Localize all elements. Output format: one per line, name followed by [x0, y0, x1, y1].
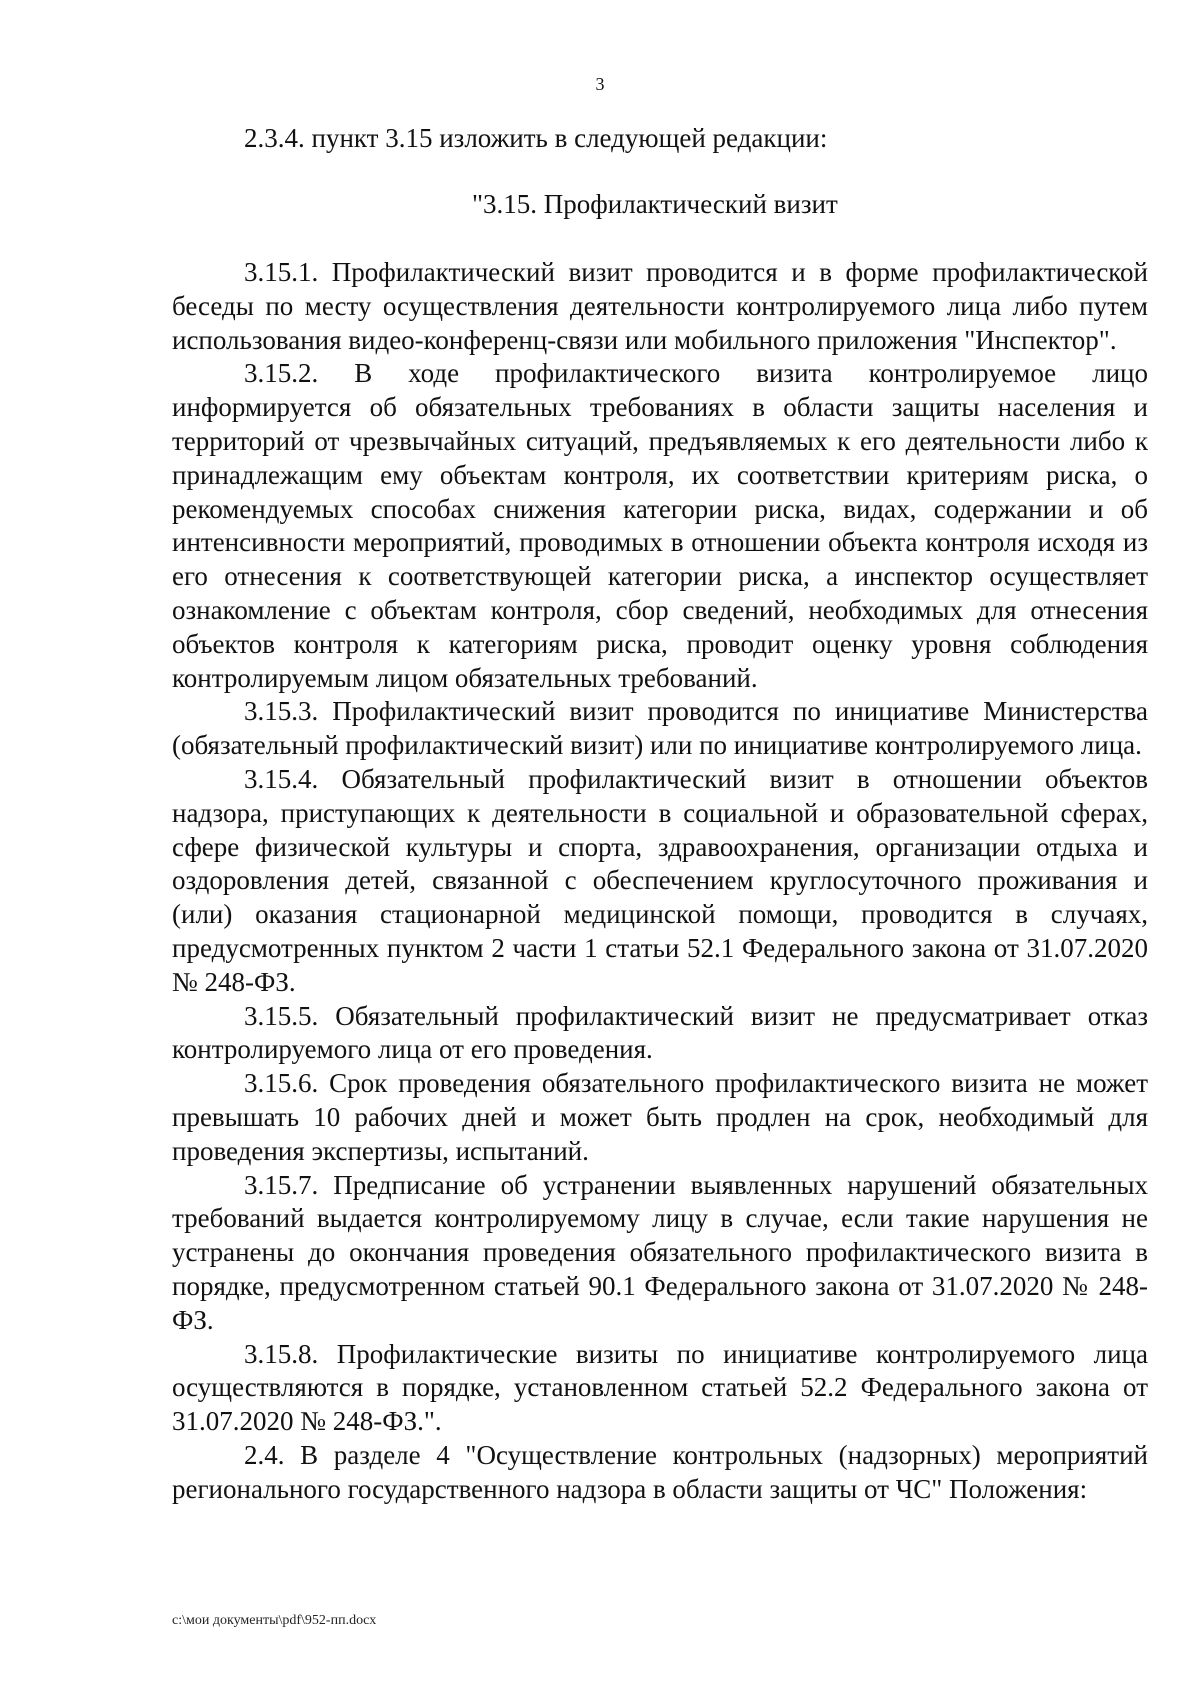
- paragraph-3-15-1: 3.15.1. Профилактический визит проводится и в форме профилактической беседы по месту осуществления деятельности контролируемого лица либо путем использования видео-конференц-связи или мобильного приложения "Инспектор".: [172, 257, 1148, 355]
- paragraph-3-15-8: 3.15.8. Профилактические визиты по инициативе контролируемого лица осуществляются в порядке, установленном статьей 52.2 Федерального закона от 31.07.2020 № 248-ФЗ.".: [172, 1338, 1148, 1437]
- paragraph-3-15-3: 3.15.3. Профилактический визит проводится по инициативе Министерства (обязательный профилактический визит) или по инициативе контролируемого лица.: [172, 696, 1148, 761]
- paragraph-3-15-7: 3.15.7. Предписание об устранении выявленных нарушений обязательных требований выдается контролируемому лицу в случае, если такие нарушения не устранены до окончания проведения обязательного профилактического визита в порядке, предусмотренном статьей 90.1 Федерального закона от 31.07.2020 № 248-ФЗ.: [172, 1169, 1148, 1335]
- paragraph-3-15-4: 3.15.4. Обязательный профилактический визит в отношении объектов надзора, приступающих к деятельности в социальной и образовательной сферах, сфере физической культуры и спорта, здравоохранения, организации отдыха и оздоровления детей, связанной с обеспечением круглосуточного проживания и (или) оказания стационарной медицинской помощи, проводится в случаях, предусмотренных пунктом 2 части 1 статьи 52.1 Федерального закона от 31.07.2020 № 248-ФЗ.: [172, 763, 1148, 997]
- intro-line-block: [172, 122, 1148, 156]
- body-text: [172, 256, 1148, 1506]
- footer-file-path: c:\мои документы\pdf\952-пп.docx: [172, 1613, 377, 1628]
- paragraph-3-15-5: 3.15.5. Обязательный профилактический визит не предусматривает отказ контролируемого лица от его проведения.: [172, 1000, 1148, 1065]
- section-heading: "3.15. Профилактический визит: [472, 189, 838, 219]
- paragraph-3-15-6: 3.15.6. Срок проведения обязательного профилактического визита не может превышать 10 рабочих дней и может быть продлен на срок, необходимый для проведения экспертизы, испытаний.: [172, 1068, 1148, 1166]
- page-number: 3: [595, 74, 605, 94]
- paragraph-2-4: 2.4. В разделе 4 "Осуществление контрольных (надзорных) мероприятий регионального государственного надзора в области защиты от ЧС" Положения:: [172, 1439, 1148, 1504]
- intro-line: 2.3.4. пункт 3.15 изложить в следующей редакции:: [244, 123, 828, 153]
- paragraph-3-15-2: 3.15.2. В ходе профилактического визита контролируемое лицо информируется об обязательных требованиях в области защиты населения и территорий от чрезвычайных ситуаций, предъявляемых к его деятельности либо к принадлежащим ему объектам контроля, их соответствии критериям риска, о рекомендуемых способах снижения категории риска, видах, содержании и об интенсивности мероприятий, проводимых в отношении объекта контроля исходя из его отнесения к соответствующей категории риска, а инспектор осуществляет ознакомление с объектам контроля, сбор сведений, необходимых для отнесения объектов контроля к категориям риска, проводит оценку уровня соблюдения контролируемым лицом обязательных требований.: [172, 358, 1148, 693]
